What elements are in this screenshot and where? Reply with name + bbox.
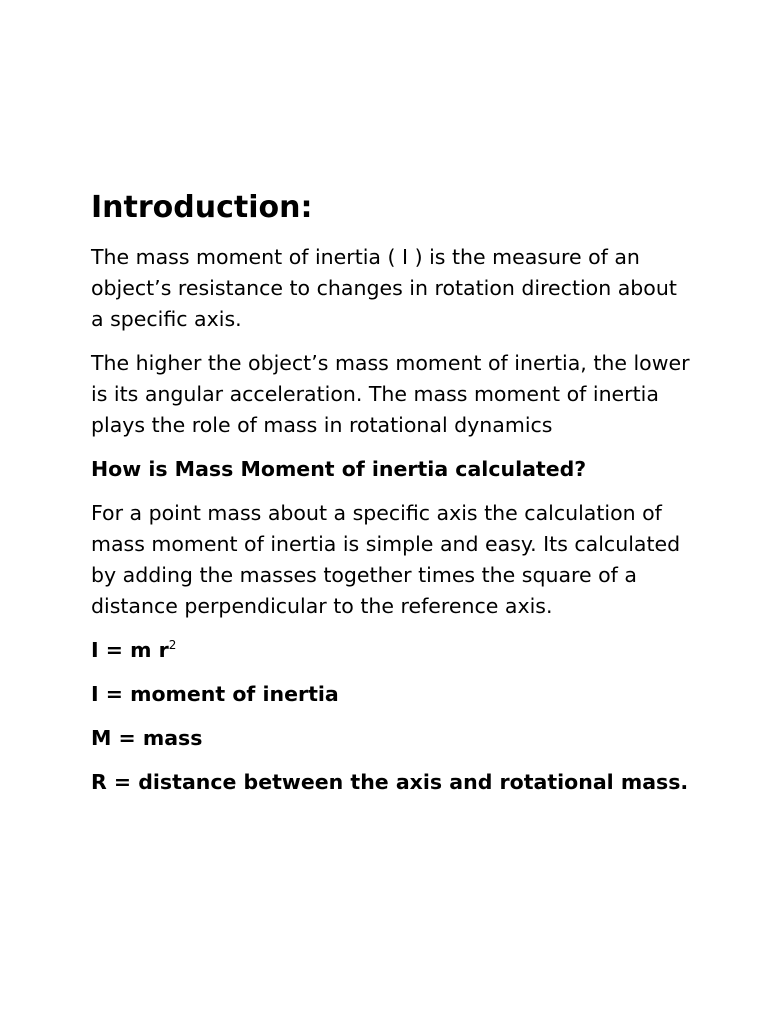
formula (91, 635, 691, 666)
section-subheading: How is Mass Moment of inertia calculated? (91, 457, 587, 481)
definition-inertia: I = moment of inertia (91, 682, 339, 706)
definition-distance: R = distance between the axis and rotational mass. (91, 770, 689, 794)
formula-base: I = m r (91, 638, 169, 662)
calculation-paragraph: For a point mass about a specific axis the calculation of mass moment of inertia is simple and easy. Its calculated by adding the masses together times the square of a distance perpendicular to the reference axis. (91, 501, 681, 618)
definition-mass: M = mass (91, 726, 203, 750)
page-title: Introduction: (91, 190, 313, 225)
intro-paragraph-1: The mass moment of inertia ( I ) is the measure of an object’s resistance to changes in rotation direction about a specific axis. (91, 245, 677, 331)
formula-exponent: 2 (168, 638, 177, 652)
intro-paragraph-2: The higher the object’s mass moment of inertia, the lower is its angular acceleration. The mass moment of inertia plays the role of mass in rotational dynamics (91, 351, 690, 437)
document-page (91, 186, 691, 811)
